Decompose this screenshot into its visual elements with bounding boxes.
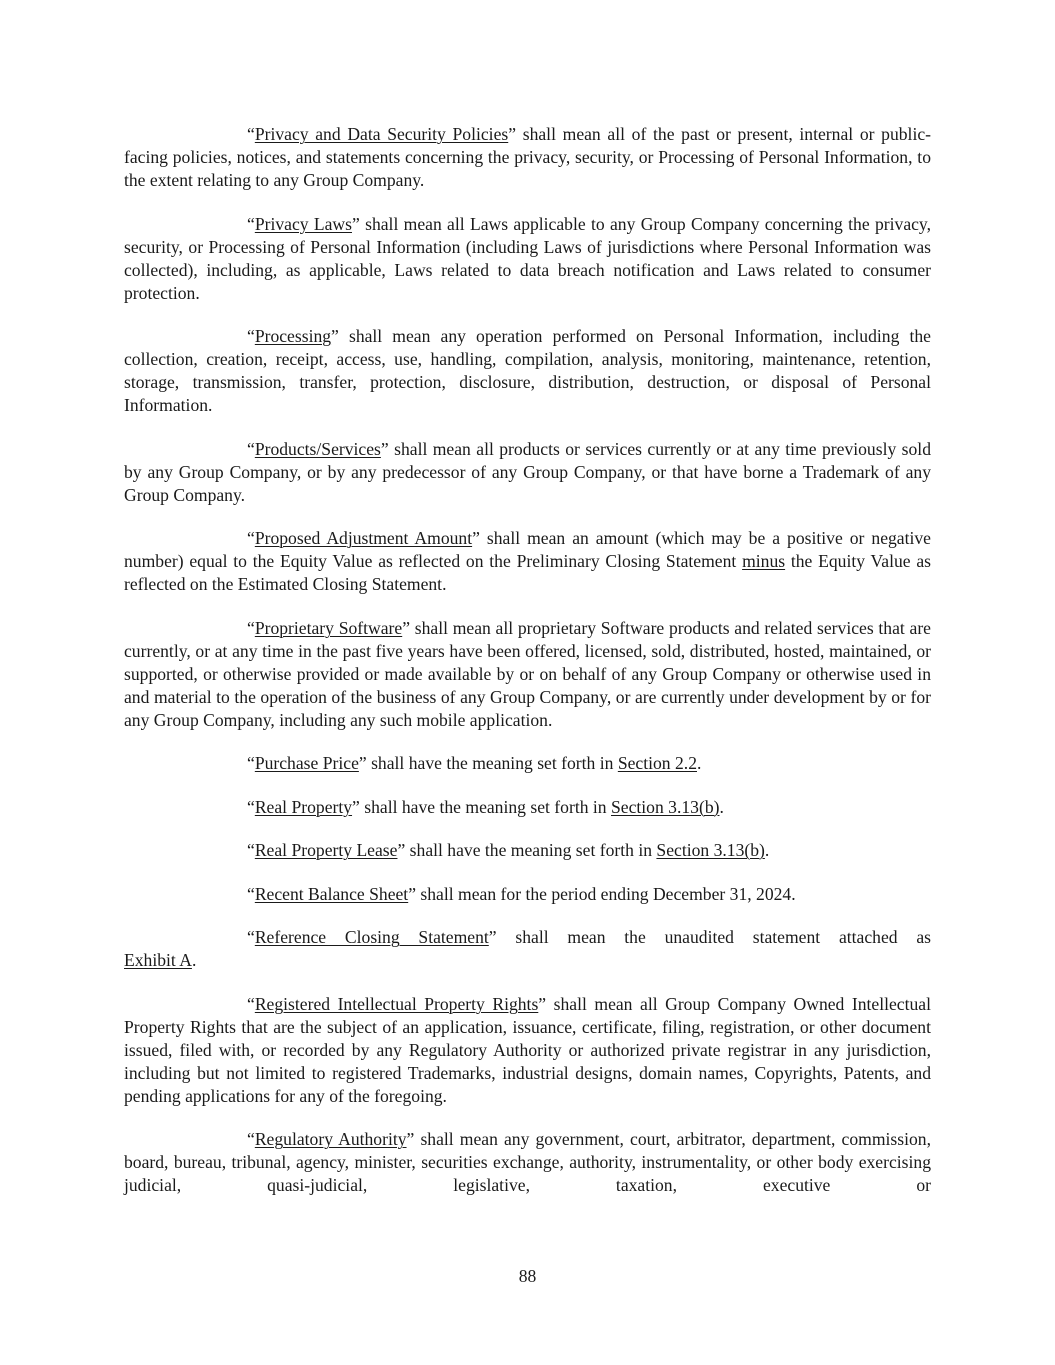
section-reference: Section 3.13(b) [611,796,720,817]
defined-term: Products/Services [254,438,381,459]
definition-reference-closing-statement: “Reference Closing Statement” shall mean the unaudited statement attached as Exhibit A. [124,927,931,970]
section-reference: Section 3.13(b) [656,840,765,860]
definition-products-services: “Products/Services” shall mean all products or services currently or at any time previously sold by any Group Company, or by any predecessor of any Group Company, or that have borne a Trademark of any Group Company. [124,438,931,505]
definition-recent-balance-sheet: “Recent Balance Sheet” shall mean for the period ending December 31, 2024. [247,883,796,904]
definition-processing: “Processing” shall mean any operation performed on Personal Information, including the collection, creation, receipt, access, use, handling, compilation, analysis, monitoring, maintenance, retention, storage, transmission, transfer, protection, disclosure, distribution, destruction, or disposal of Personal Information. [124,326,931,415]
underlined-word: minus [742,551,786,571]
definition-proposed-adjustment-amount: “Proposed Adjustment Amount” shall mean an amount (which may be a positive or negative number) equal to the Equity Value as reflected on the Preliminary Closing Statement minus the Equity Value as reflected on the Estimated Closing Statement. [124,528,932,594]
defined-term: Real Property Lease [254,840,398,860]
definition-real-property: “Real Property” shall have the meaning set forth in Section 3.13(b). [247,796,724,817]
exhibit-reference: Exhibit A [124,950,192,970]
defined-term: Processing [254,326,332,346]
definition-privacy-policies: “Privacy and Data Security Policies” shall mean all of the past or present, internal or public-facing policies, notices, and statements concerning the privacy, security, or Processing of Personal Information, to the extent relating to any Group Company. [124,124,931,190]
defined-term: Reference Closing Statement [254,927,489,947]
definition-purchase-price: “Purchase Price” shall have the meaning set forth in Section 2.2. [247,753,702,773]
defined-term: Real Property [254,796,353,817]
definition-proprietary-software: “Proprietary Software” shall mean all proprietary Software products and related services that are currently, or at any time in the past five years have been offered, licensed, sold, distributed, hosted, maintained, or supported, or otherwise provided or made available by or on behalf of any Group Company or otherwise used in and material to the operation of the business of any Group Company, or are currently under development by or for any Group Company, including any such mobile application. [124,617,931,730]
section-reference: Section 2.2 [617,753,697,773]
defined-term: Purchase Price [254,753,359,773]
defined-term: Privacy and Data Security Policies [254,124,509,144]
defined-term: Registered Intellectual Property Rights [254,993,539,1014]
definition-registered-ip-rights: “Registered Intellectual Property Rights” shall mean all Group Company Owned Intellectual Property Rights that are the subject of an application, issuance, certificate, filing, registration, or other document issued, filed with, or recorded by any Regulatory Authority or authorized private registrar in any jurisdiction, including but not limited to registered Trademarks, industrial designs, domain names, Copyrights, Patents, and pending applications for any of the foregoing. [124,993,931,1106]
defined-term: Proprietary Software [254,617,403,638]
defined-term: Proposed Adjustment Amount [254,528,473,548]
defined-term: Privacy Laws [254,213,352,234]
defined-term: Regulatory Authority [254,1129,407,1149]
definition-real-property-lease: “Real Property Lease” shall have the meaning set forth in Section 3.13(b). [247,840,770,860]
page-number: 88 [518,1266,537,1286]
definition-privacy-laws: “Privacy Laws” shall mean all Laws applicable to any Group Company concerning the privacy, security, or Processing of Personal Information (including Laws of jurisdictions where Personal Information was collected), including, as applicable, Laws related to data breach notification and Laws related to consumer protection. [124,213,931,303]
defined-term: Recent Balance Sheet [254,883,409,904]
definitions-section [124,123,931,1218]
definition-regulatory-authority: “Regulatory Authority” shall mean any government, court, arbitrator, department, commission, board, bureau, tribunal, agency, minister, securities exchange, authority, instrumentality, or other body exercising judicial, quasi-judicial, legislative, taxation, executive or [124,1129,931,1195]
